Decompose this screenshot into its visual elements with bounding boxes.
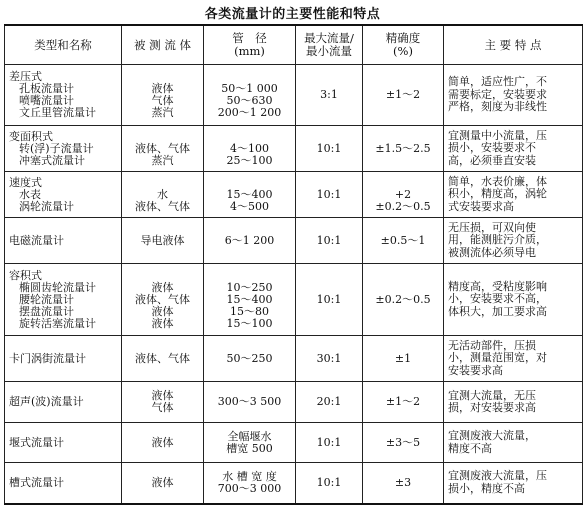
cell-ratio: 10:1 — [296, 126, 363, 172]
cell-features: 无压损，可双向使 用，能测脏污介质， 被测流体必须导电 — [444, 218, 583, 264]
cell-accuracy: ±3～5 — [363, 423, 444, 463]
cell-name: 超声(波)流量计 — [5, 382, 122, 423]
cell-fluid: 液体 液体、气体 液体 液体 — [122, 264, 204, 336]
cell-accuracy: ±0.5～1 — [363, 218, 444, 264]
cell-features: 宜测量中小流量，压 损小，安装要求不 高，必须垂直安装 — [444, 126, 583, 172]
cell-ratio: 20:1 — [296, 382, 363, 423]
header-diameter: 管 径 (mm) — [204, 25, 296, 65]
cell-fluid: 导电液体 — [122, 218, 204, 264]
cell-accuracy: ±1～2 — [363, 65, 444, 126]
table-row — [5, 264, 583, 336]
cell-ratio: 10:1 — [296, 218, 363, 264]
table-row — [5, 463, 583, 504]
cell-name: 电磁流量计 — [5, 218, 122, 264]
cell-ratio: 10:1 — [296, 463, 363, 504]
header-accuracy: 精确度 (%) — [363, 25, 444, 65]
cell-accuracy: +2 ±0.2～0.5 — [363, 172, 444, 218]
table-row — [5, 382, 583, 423]
cell-features: 宜测废液大流量， 精度不高 — [444, 423, 583, 463]
cell-fluid: 液体 气体 蒸汽 — [122, 65, 204, 126]
cell-name: 速度式 水表 涡轮流量计 — [5, 172, 122, 218]
cell-accuracy: ±3 — [363, 463, 444, 504]
table-row — [5, 336, 583, 382]
cell-name: 堰式流量计 — [5, 423, 122, 463]
cell-ratio: 30:1 — [296, 336, 363, 382]
cell-fluid: 水 液体、气体 — [122, 172, 204, 218]
cell-ratio: 10:1 — [296, 423, 363, 463]
table-row — [5, 65, 583, 126]
header-fluid: 被 测 流 体 — [122, 25, 204, 65]
header-row — [5, 25, 583, 65]
cell-diameter: 15～400 4～500 — [204, 172, 296, 218]
header-ratio: 最大流量/ 最小流量 — [296, 25, 363, 65]
cell-features: 无活动部件，压损 小，测量范围宽，对 安装要求高 — [444, 336, 583, 382]
cell-diameter: 50～1 000 50～630 200～1 200 — [204, 65, 296, 126]
header-type: 类型和名称 — [5, 25, 122, 65]
cell-features: 简单，适应性广，不 需要标定，安装要求 严格，刻度为非线性 — [444, 65, 583, 126]
cell-fluid: 液体 — [122, 423, 204, 463]
cell-ratio: 10:1 — [296, 264, 363, 336]
cell-features: 精度高，受粘度影响 小，安装要求不高， 体积大，加工要求高 — [444, 264, 583, 336]
cell-features: 宜测废液大流量，压 损小，精度不高 — [444, 463, 583, 504]
cell-name: 槽式流量计 — [5, 463, 122, 504]
cell-diameter: 10～250 15～400 15～80 15～100 — [204, 264, 296, 336]
cell-features: 简单，水表价廉，体 积小，精度高，涡轮 式安装要求高 — [444, 172, 583, 218]
cell-fluid: 液体、气体 — [122, 336, 204, 382]
cell-diameter: 水 槽 宽 度 700～3 000 — [204, 463, 296, 504]
table-title: 各类流量计的主要性能和特点 — [204, 7, 381, 22]
cell-diameter: 300～3 500 — [204, 382, 296, 423]
cell-diameter: 6～1 200 — [204, 218, 296, 264]
cell-diameter: 4～100 25～100 — [204, 126, 296, 172]
cell-diameter: 全幅堰水 槽宽 500 — [204, 423, 296, 463]
cell-ratio: 3:1 — [296, 65, 363, 126]
cell-fluid: 液体 — [122, 463, 204, 504]
cell-features: 宜测大流量，无压 损，对安装要求高 — [444, 382, 583, 423]
table-row — [5, 172, 583, 218]
table-row — [5, 423, 583, 463]
cell-fluid: 液体 气体 — [122, 382, 204, 423]
cell-name: 变面积式 转(浮)子流量计 冲塞式流量计 — [5, 126, 122, 172]
cell-accuracy: ±0.2～0.5 — [363, 264, 444, 336]
table-row — [5, 218, 583, 264]
cell-fluid: 液体、气体 蒸汽 — [122, 126, 204, 172]
cell-name: 容积式 椭圆齿轮流量计 腰轮流量计 摆盘流量计 旋转活塞流量计 — [5, 264, 122, 336]
table-row — [5, 126, 583, 172]
cell-accuracy: ±1.5～2.5 — [363, 126, 444, 172]
cell-ratio: 10:1 — [296, 172, 363, 218]
cell-accuracy: ±1 — [363, 336, 444, 382]
cell-name: 差压式 孔板流量计 喷嘴流量计 文丘里管流量计 — [5, 65, 122, 126]
cell-name: 卡门涡街流量计 — [5, 336, 122, 382]
header-features: 主 要 特 点 — [444, 25, 583, 65]
cell-accuracy: ±1～2 — [363, 382, 444, 423]
flowmeter-table — [4, 24, 583, 505]
cell-diameter: 50～250 — [204, 336, 296, 382]
